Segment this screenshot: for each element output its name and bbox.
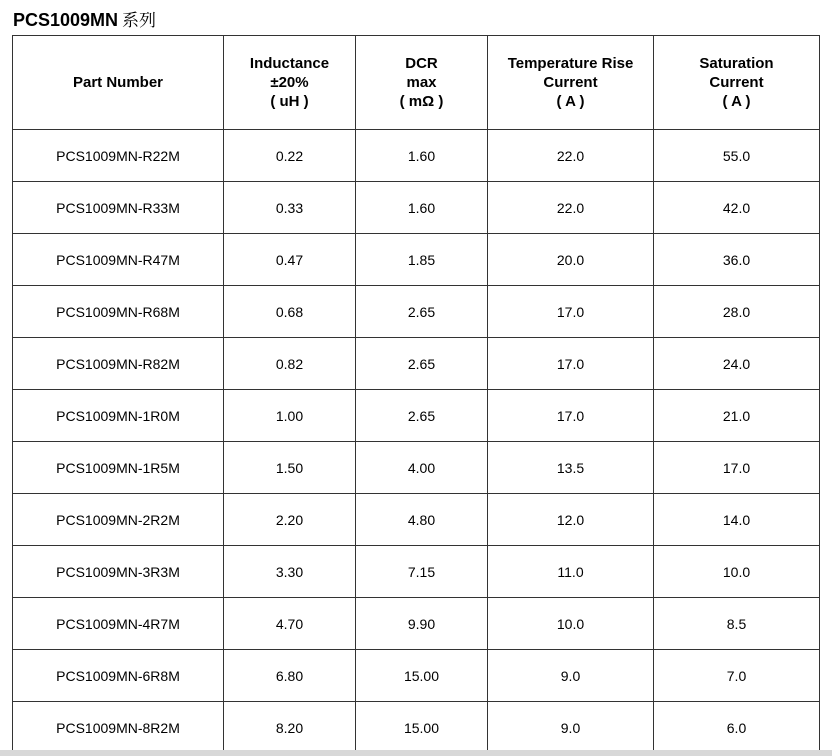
saturation-current-cell: 7.0 [654, 650, 820, 702]
dcr-cell: 1.60 [356, 130, 488, 182]
temp-rise-current-cell: 10.0 [488, 598, 654, 650]
header-line: DCR [405, 55, 438, 72]
temp-rise-current-cell: 9.0 [488, 702, 654, 754]
temp-rise-current-cell: 11.0 [488, 546, 654, 598]
header-temperature-rise-current [488, 36, 654, 130]
temp-rise-current-cell: 17.0 [488, 286, 654, 338]
saturation-current-cell: 14.0 [654, 494, 820, 546]
table-row [13, 442, 820, 494]
table-header-row [13, 36, 820, 130]
part-number-cell: PCS1009MN-4R7M [13, 598, 224, 650]
header-part-number [13, 36, 224, 130]
saturation-current-cell: 10.0 [654, 546, 820, 598]
table-row [13, 598, 820, 650]
page-bottom-strip [0, 750, 832, 756]
header-saturation-current [654, 36, 820, 130]
dcr-cell: 4.00 [356, 442, 488, 494]
saturation-current-cell: 55.0 [654, 130, 820, 182]
inductance-cell: 0.68 [224, 286, 356, 338]
inductance-cell: 3.30 [224, 546, 356, 598]
dcr-cell: 1.60 [356, 182, 488, 234]
table-row [13, 546, 820, 598]
part-number-cell: PCS1009MN-R47M [13, 234, 224, 286]
dcr-cell: 7.15 [356, 546, 488, 598]
inductance-cell: 4.70 [224, 598, 356, 650]
temp-rise-current-cell: 20.0 [488, 234, 654, 286]
saturation-current-cell: 24.0 [654, 338, 820, 390]
header-line: Saturation [699, 55, 774, 72]
header-line: ±20% [270, 74, 309, 91]
header-line: ( mΩ ) [399, 93, 444, 110]
table-row [13, 702, 820, 754]
inductance-cell: 0.22 [224, 130, 356, 182]
part-number-cell: PCS1009MN-R22M [13, 130, 224, 182]
saturation-current-cell: 28.0 [654, 286, 820, 338]
part-number-cell: PCS1009MN-R68M [13, 286, 224, 338]
part-number-cell: PCS1009MN-8R2M [13, 702, 224, 754]
table-row [13, 130, 820, 182]
dcr-cell: 2.65 [356, 286, 488, 338]
table-row [13, 338, 820, 390]
table-row [13, 650, 820, 702]
inductance-cell: 2.20 [224, 494, 356, 546]
temp-rise-current-cell: 17.0 [488, 390, 654, 442]
header-line: max [406, 74, 437, 91]
title-code: PCS1009MN [13, 10, 119, 30]
part-number-cell: PCS1009MN-6R8M [13, 650, 224, 702]
header-line: Current [709, 74, 764, 91]
dcr-cell: 15.00 [356, 650, 488, 702]
temp-rise-current-cell: 22.0 [488, 130, 654, 182]
dcr-cell: 2.65 [356, 390, 488, 442]
dcr-cell: 9.90 [356, 598, 488, 650]
saturation-current-cell: 42.0 [654, 182, 820, 234]
temp-rise-current-cell: 22.0 [488, 182, 654, 234]
dcr-cell: 15.00 [356, 702, 488, 754]
saturation-current-cell: 21.0 [654, 390, 820, 442]
inductance-cell: 1.50 [224, 442, 356, 494]
part-number-cell: PCS1009MN-1R0M [13, 390, 224, 442]
saturation-current-cell: 36.0 [654, 234, 820, 286]
header-line: Temperature Rise [507, 55, 634, 72]
inductance-cell: 6.80 [224, 650, 356, 702]
specification-table [12, 35, 820, 753]
inductance-cell: 8.20 [224, 702, 356, 754]
dcr-cell: 4.80 [356, 494, 488, 546]
table-row [13, 494, 820, 546]
header-line: ( A ) [722, 93, 751, 110]
header-dcr [356, 36, 488, 130]
title-suffix: 系列 [122, 11, 157, 31]
inductance-cell: 0.82 [224, 338, 356, 390]
table-row [13, 234, 820, 286]
part-number-cell: PCS1009MN-1R5M [13, 442, 224, 494]
header-line: ( uH ) [270, 93, 309, 110]
inductance-cell: 1.00 [224, 390, 356, 442]
table-row [13, 286, 820, 338]
temp-rise-current-cell: 17.0 [488, 338, 654, 390]
saturation-current-cell: 17.0 [654, 442, 820, 494]
part-number-cell: PCS1009MN-R82M [13, 338, 224, 390]
temp-rise-current-cell: 13.5 [488, 442, 654, 494]
header-line: ( A ) [556, 93, 585, 110]
saturation-current-cell: 8.5 [654, 598, 820, 650]
temp-rise-current-cell: 12.0 [488, 494, 654, 546]
temp-rise-current-cell: 9.0 [488, 650, 654, 702]
part-number-cell: PCS1009MN-2R2M [13, 494, 224, 546]
table-row [13, 182, 820, 234]
header-line: Inductance [249, 55, 330, 72]
document-title [13, 8, 156, 33]
header-line: Current [543, 74, 598, 91]
dcr-cell: 2.65 [356, 338, 488, 390]
table-row [13, 390, 820, 442]
part-number-cell: PCS1009MN-R33M [13, 182, 224, 234]
header-line: Part Number [72, 74, 164, 91]
part-number-cell: PCS1009MN-3R3M [13, 546, 224, 598]
header-inductance [224, 36, 356, 130]
inductance-cell: 0.33 [224, 182, 356, 234]
inductance-cell: 0.47 [224, 234, 356, 286]
dcr-cell: 1.85 [356, 234, 488, 286]
saturation-current-cell: 6.0 [654, 702, 820, 754]
